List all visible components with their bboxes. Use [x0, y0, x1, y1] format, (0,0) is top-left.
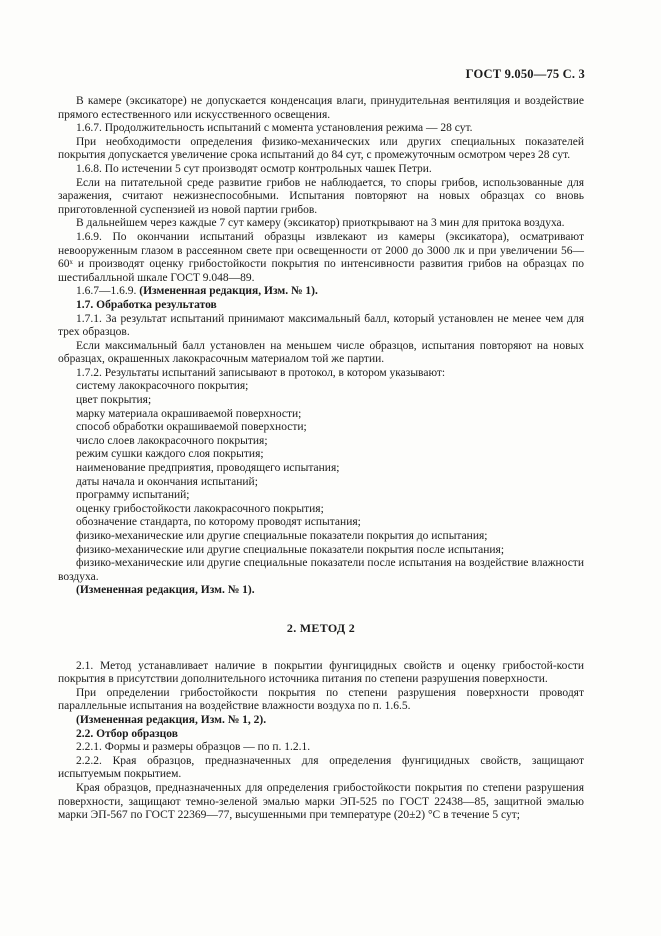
- list-item: обозначение стандарта, по которому проводят испытания;: [76, 516, 361, 529]
- amendment-note: (Измененная редакция, Изм. № 1).: [76, 584, 255, 597]
- paragraph: При необходимости определения физико-механических или других специальных показателей покрытия допускается увеличение срока испытаний до 84 сут, с промежуточным осмотром через 28 сут.: [58, 135, 584, 162]
- list-item: физико-механические или другие специальные показатели покрытия до испытания;: [76, 530, 488, 542]
- list-item: физико-механические или другие специальные показатели покрытия после испытания;: [76, 543, 505, 556]
- list-item: способ обработки окрашиваемой поверхности;: [76, 421, 307, 434]
- amendment-line: [58, 285, 584, 299]
- paragraph: Если максимальный балл установлен на меньшем числе образцов, испытания повторяют на новых образцах, окрашенных лакокрасочным материалом той же партии.: [58, 339, 584, 366]
- paragraph: 2.2.2. Края образцов, предназначенных для определения фунгицидных свойств, защищают испытуемым покрытием.: [58, 754, 584, 781]
- amendment-note: (Измененная редакция, Изм. № 1, 2).: [76, 713, 267, 726]
- section-heading: 2.2. Отбор образцов: [76, 727, 178, 740]
- paragraph: 2.2.1. Формы и размеры образцов — по п. 1.2.1.: [76, 741, 311, 754]
- paragraph: Края образцов, предназначенных для определения грибостойкости покрытия по степени разрушения поверхности, защищают темно-зеленой эмалью марки ЭП-525 по ГОСТ 22438—85, защитной эмалью марки ЭП-567 по ГОСТ 22369—77, высушенными при температуре (20±2) °С в течение 5 сут;: [58, 781, 584, 822]
- page-header: ГОСТ 9.050—75 С. 3: [465, 67, 585, 81]
- amendment-note: (Измененная редакция, Изм. № 1).: [139, 285, 318, 298]
- paragraph: 2.1. Метод устанавливает наличие в покрытии фунгицидных свойств и оценку грибостой-кости покрытия в присутствии дополнительного источника питания по степени разрушения поверхности.: [58, 659, 584, 686]
- paragraph: Если на питательной среде развитие грибов не наблюдается, то споры грибов, использованные для заражения, считают нежизнеспособными. Испытания повторяют на новых образцах со вновь приготовленной суспензией из новой партии грибов.: [58, 176, 584, 216]
- list-item: режим сушки каждого слоя покрытия;: [76, 448, 264, 461]
- list-item: систему лакокрасочного покрытия;: [76, 380, 249, 393]
- section-heading: 1.7. Обработка результатов: [76, 298, 217, 311]
- document-body: [58, 95, 584, 823]
- paragraph: 1.6.9. По окончании испытаний образцы извлекают из камеры (эксикатора), осматривают невооруженным глазом в рассеянном свете при освещенности от 2000 до 3000 лк и при увеличении 56—60ˣ и производят оценку грибостойкости покрытия по интенсивности развития грибов на образцах по шестибалльной шкале ГОСТ 9.048—89.: [58, 230, 584, 284]
- paragraph: В дальнейшем через каждые 7 сут камеру (эксикатор) приоткрывают на 3 мин для притока воздуха.: [76, 217, 565, 230]
- paragraph: При определении грибостойкости покрытия по степени разрушения поверхности проводят параллельные испытания на воздействие влажности воздуха по п. 1.6.5.: [58, 686, 584, 713]
- paragraph: 1.6.8. По истечении 5 сут производят осмотр контрольных чашек Петри.: [76, 162, 432, 175]
- list-item: марку материала окрашиваемой поверхности;: [76, 407, 302, 420]
- clause-range: 1.6.7—1.6.9.: [76, 285, 137, 298]
- list-item: даты начала и окончания испытаний;: [76, 475, 258, 488]
- paragraph: 1.6.7. Продолжительность испытаний с момента установления режима — 28 сут.: [76, 122, 473, 135]
- list-item: программу испытаний;: [76, 489, 190, 502]
- list-item: наименование предприятия, проводящего испытания;: [76, 462, 340, 475]
- list-item: цвет покрытия;: [76, 394, 152, 407]
- list-item: число слоев лакокрасочного покрытия;: [76, 434, 268, 447]
- list-item: физико-механические или другие специальные показатели после испытания на воздействие влажности воздуха.: [58, 557, 584, 583]
- method-heading: 2. МЕТОД 2: [286, 620, 356, 635]
- paragraph: В камере (эксикаторе) не допускается конденсация влаги, принудительная вентиляция и воздействие прямого естественного или искусственного освещения.: [58, 95, 584, 121]
- paragraph: 1.7.1. За результат испытаний принимают максимальный балл, который установлен не менее чем для трех образцов.: [58, 312, 584, 339]
- paragraph: 1.7.2. Результаты испытаний записывают в протокол, в котором указывают:: [76, 366, 446, 379]
- list-item: оценку грибостойкости лакокрасочного покрытия;: [76, 502, 324, 515]
